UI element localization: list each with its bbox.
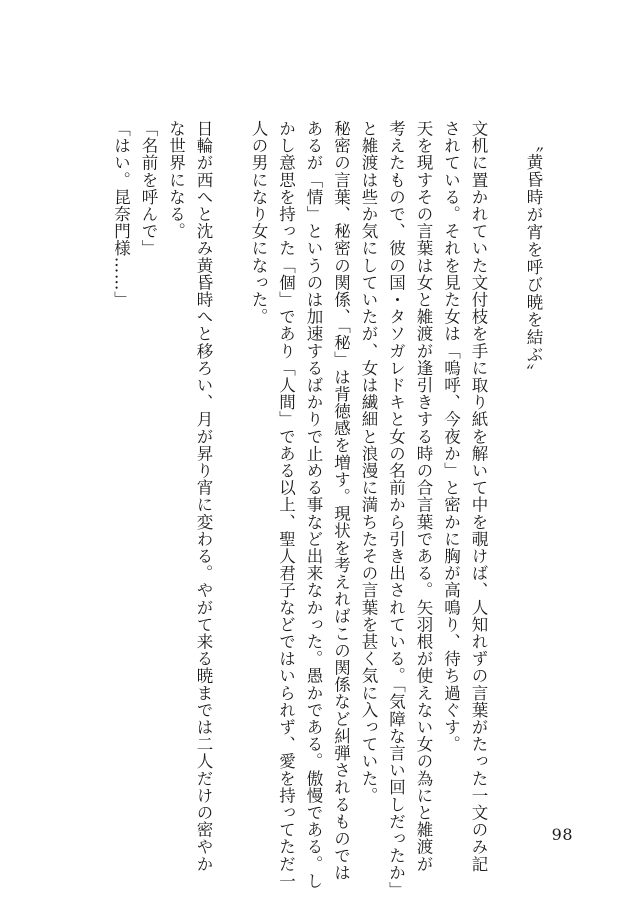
body-line: な世界になる。 [166, 120, 186, 240]
body-line: かし意思を持った「個」であり「人間」である以上、聖人君子などではいられず、愛を持ってただ一 [276, 120, 296, 890]
title-spacer [492, 120, 520, 820]
chapter-title: 〝黄昏時が宵を呼び暁を結ぶ〟 [524, 136, 543, 381]
dialogue-line: 「はい。昆奈門様……」 [111, 120, 131, 309]
body-line: 天を現すその言葉は女と雑渡が逢引きする時の合言葉である。矢羽根が使えない女の為にと雑渡が [414, 120, 433, 873]
dialogue-line: 「名前を呼んで」 [139, 120, 158, 257]
body-line: あるが「情」というのは加速するばかりで止める事など出来なかった。愚かである。傲慢である。し [304, 120, 323, 890]
vertical-text-block [107, 120, 547, 899]
paragraph-spacer [217, 120, 245, 820]
body-line: されている。それを見た女は「嗚呼、今夜か」と密かに胸が高鳴り、待ち過ぐす。 [441, 120, 461, 753]
body-line: と雑渡は些か気にしていたが、女は繊細と浪漫に満ちたその言葉を甚く気に入っていた。 [359, 120, 378, 804]
body-line: 日輪が西へと沈み黄昏時へと移ろい、月が昇り宵に変わる。やがて来る暁までは二人だけの密やか [194, 120, 213, 873]
page-number: 98 [551, 825, 573, 844]
body-line: 人の男になり女になった。 [249, 120, 268, 326]
body-line: 考えたもので、彼の国・タソガレドキと女の名前から引き出されている。「気障な言い回しだったか」 [386, 120, 406, 899]
body-line: 文机に置かれていた文付枝を手に取り紙を解いて中を覗けば、人知れずの言葉がたった一文のみ記 [469, 120, 488, 873]
body-line: 秘密の言葉、秘密の関係、「秘」は背徳感を増す。現状を考えればこの関係など糾弾されるものでは [331, 120, 351, 882]
